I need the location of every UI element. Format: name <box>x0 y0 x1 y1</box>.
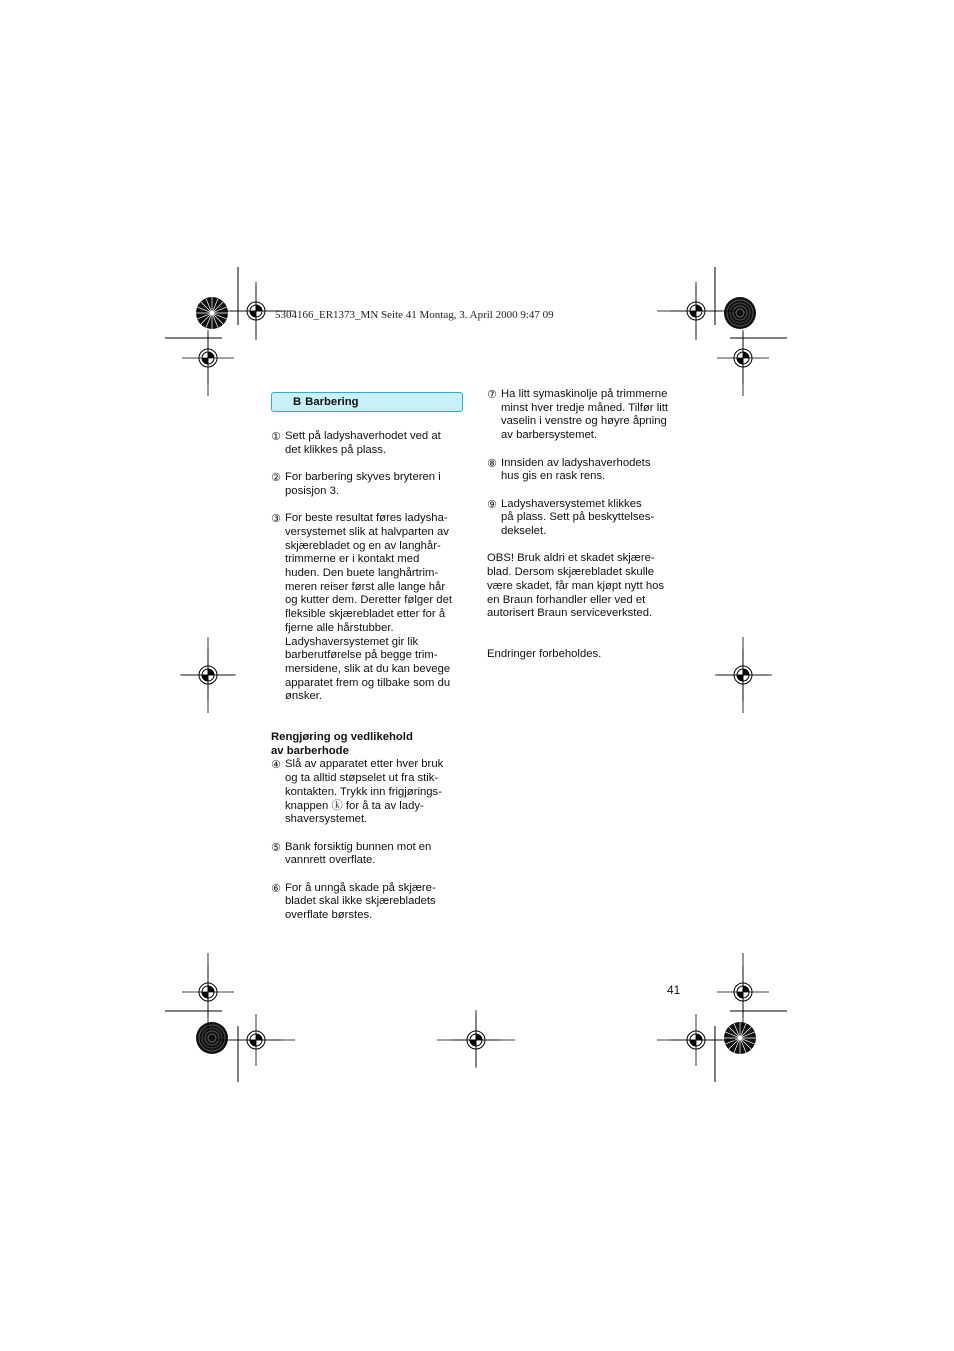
step-6 <box>271 882 471 923</box>
step-number: ④ <box>271 758 281 772</box>
step-text: Slå av apparatet etter hver bruk og ta alltid støpselet ut fra stik- kontakten. Trykk inn frigjørings- knappen ⓚ for å ta av lady- shaversystemet. <box>285 758 444 826</box>
left-column <box>271 392 471 923</box>
step-number: ⑥ <box>271 881 281 895</box>
step-number: ② <box>271 471 281 485</box>
step-8 <box>487 457 687 484</box>
step-number: ③ <box>271 512 281 526</box>
step-number: ⑨ <box>487 497 497 511</box>
step-text: Ha litt symaskinolje på trimmerne minst hver tredje måned. Tilfør litt vaselin i venstre og høyre åpning av barbersystemet. <box>501 388 668 442</box>
right-column <box>487 388 687 662</box>
changes-note: Endringer forbeholdes. <box>487 647 602 660</box>
section-heading-box <box>271 392 463 412</box>
step-text: For å unngå skade på skjære- bladet skal ikke skjærebladets overflate børstes. <box>285 881 436 922</box>
step-text: For barbering skyves bryteren i posisjon 3. <box>285 471 441 497</box>
step-number: ⑤ <box>271 840 281 854</box>
step-4 <box>271 758 471 827</box>
page-number: 41 <box>667 983 681 997</box>
step-9 <box>487 498 687 539</box>
step-3 <box>271 512 471 704</box>
step-2 <box>271 471 471 498</box>
print-slug: 5304166_ER1373_MN Seite 41 Montag, 3. April 2000 9:47 09 <box>275 309 554 321</box>
step-text: Bank forsiktig bunnen mot en vannrett overflate. <box>285 840 432 867</box>
step-text: Sett på ladyshaverhodet ved at det klikkes på plass. <box>285 430 441 456</box>
warning-note: OBS! Bruk aldri et skadet skjære- blad. Dersom skjærebladet skulle være skadet, får man kjøpt nytt hos en Braun forhandler eller ved et autorisert Braun serviceverksted. <box>487 552 665 620</box>
step-text: Ladyshaversystemet klikkes på plass. Sett på beskyttelses- dekselet. <box>501 497 655 537</box>
section-letter: B <box>293 396 302 408</box>
step-1 <box>271 430 471 457</box>
step-text: For beste resultat føres ladysha- versystemet slik at halvparten av skjærebladet og en av langhår- trimmerne er i kontakt med huden. Den buete langhårtrim- meren reiser først alle lange hår og kutter dem. Deretter følger det fleksible skjærebladet etter for å fjerne alle hårstubber. Ladyshaversystemet gir lik barberutførelse på begge trim- mersidene, slik at du kan bevege apparatet frem og tilbake som du ønsker. <box>285 512 453 703</box>
step-number: ⑦ <box>487 388 497 401</box>
step-5 <box>271 841 471 868</box>
step-text: Innsiden av ladyshaverhodets hus gis en rask rens. <box>501 456 651 483</box>
section-title: Barbering <box>305 396 359 408</box>
cleaning-heading: Rengjøring og vedlikehold av barberhode <box>271 731 413 757</box>
step-number: ⑧ <box>487 456 497 470</box>
step-number: ① <box>271 430 281 443</box>
step-7 <box>487 388 687 443</box>
